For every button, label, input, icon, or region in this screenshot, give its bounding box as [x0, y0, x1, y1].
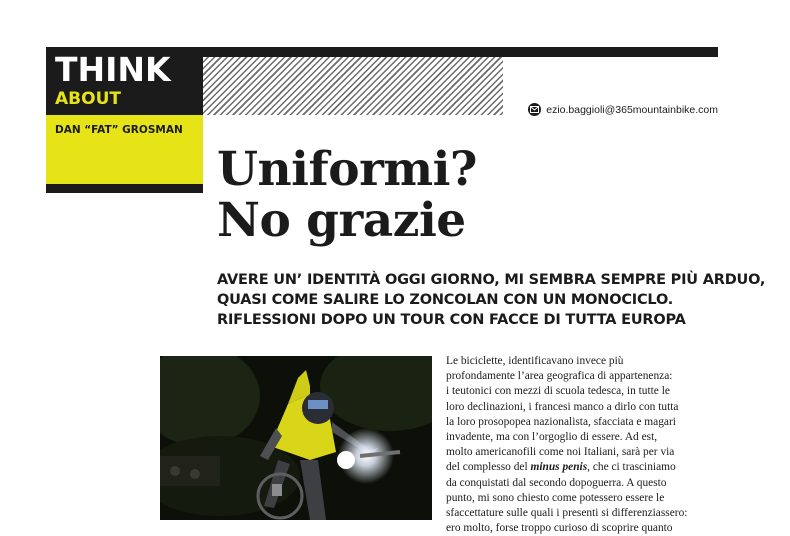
subtitle-line: AVERE UN’ IDENTITÀ OGGI GIORNO, MI SEMBRA SEMPRE PIÙ ARDUO,: [217, 272, 766, 288]
body-line: molto americanofili come noi Italiani, sarà per via: [446, 446, 675, 459]
article-title: [217, 144, 477, 246]
body-emphasis: minus penis: [530, 461, 588, 474]
mail-icon: [528, 103, 541, 116]
body-line: i teutonici con mezzi di scuola tedesca, in tutte le: [446, 385, 670, 398]
author-name: DAN “FAT” GROSMAN: [55, 124, 183, 136]
body-line: da conquistati dal secondo dopoguerra. A questo: [446, 476, 667, 489]
article-title-line-2: No grazie: [217, 193, 466, 248]
hatched-banner: [203, 57, 503, 115]
body-line: sfaccettature sulle quali i presenti si differenziassero:: [446, 507, 688, 520]
contact-email[interactable]: [528, 103, 718, 116]
body-line: ero molto, forse troppo curioso di scoprire quanto: [446, 522, 673, 535]
body-line: [446, 460, 721, 475]
subtitle-line: QUASI COME SALIRE LO ZONCOLAN CON UN MONOCICLO.: [217, 292, 674, 308]
body-line: Le biciclette, identificavano invece più: [446, 355, 624, 367]
article-body: [446, 354, 721, 536]
article-photo: [160, 356, 432, 520]
body-line: la loro prosopopea nazionalista, sfacciata e magari: [446, 415, 676, 428]
author-panel-rule: [46, 184, 203, 193]
body-text-segment: , che ci trasciniamo: [587, 461, 676, 474]
body-text-segment: del complesso del: [446, 461, 531, 474]
contact-email-text[interactable]: ezio.baggioli@365mountainbike.com: [546, 103, 718, 116]
rider-illustration: [160, 356, 432, 520]
article-title-line-1: Uniformi?: [217, 142, 477, 197]
subtitle-line: RIFLESSIONI DOPO UN TOUR CON FACCE DI TUTTA EUROPA: [217, 312, 686, 328]
body-line: invadente, ma con l’orgoglio di essere. Ad est,: [446, 431, 658, 444]
article-subtitle: [217, 270, 766, 330]
body-line: profondamente l’area geografica di appartenenza:: [446, 370, 673, 383]
body-line: loro declinazioni, i francesi manco a dirlo con tutta: [446, 400, 679, 413]
column-label-about: ABOUT: [55, 89, 121, 109]
column-label-think: THINK: [55, 50, 171, 89]
body-line: punto, mi sono chiesto come potessero essere le: [446, 491, 665, 504]
